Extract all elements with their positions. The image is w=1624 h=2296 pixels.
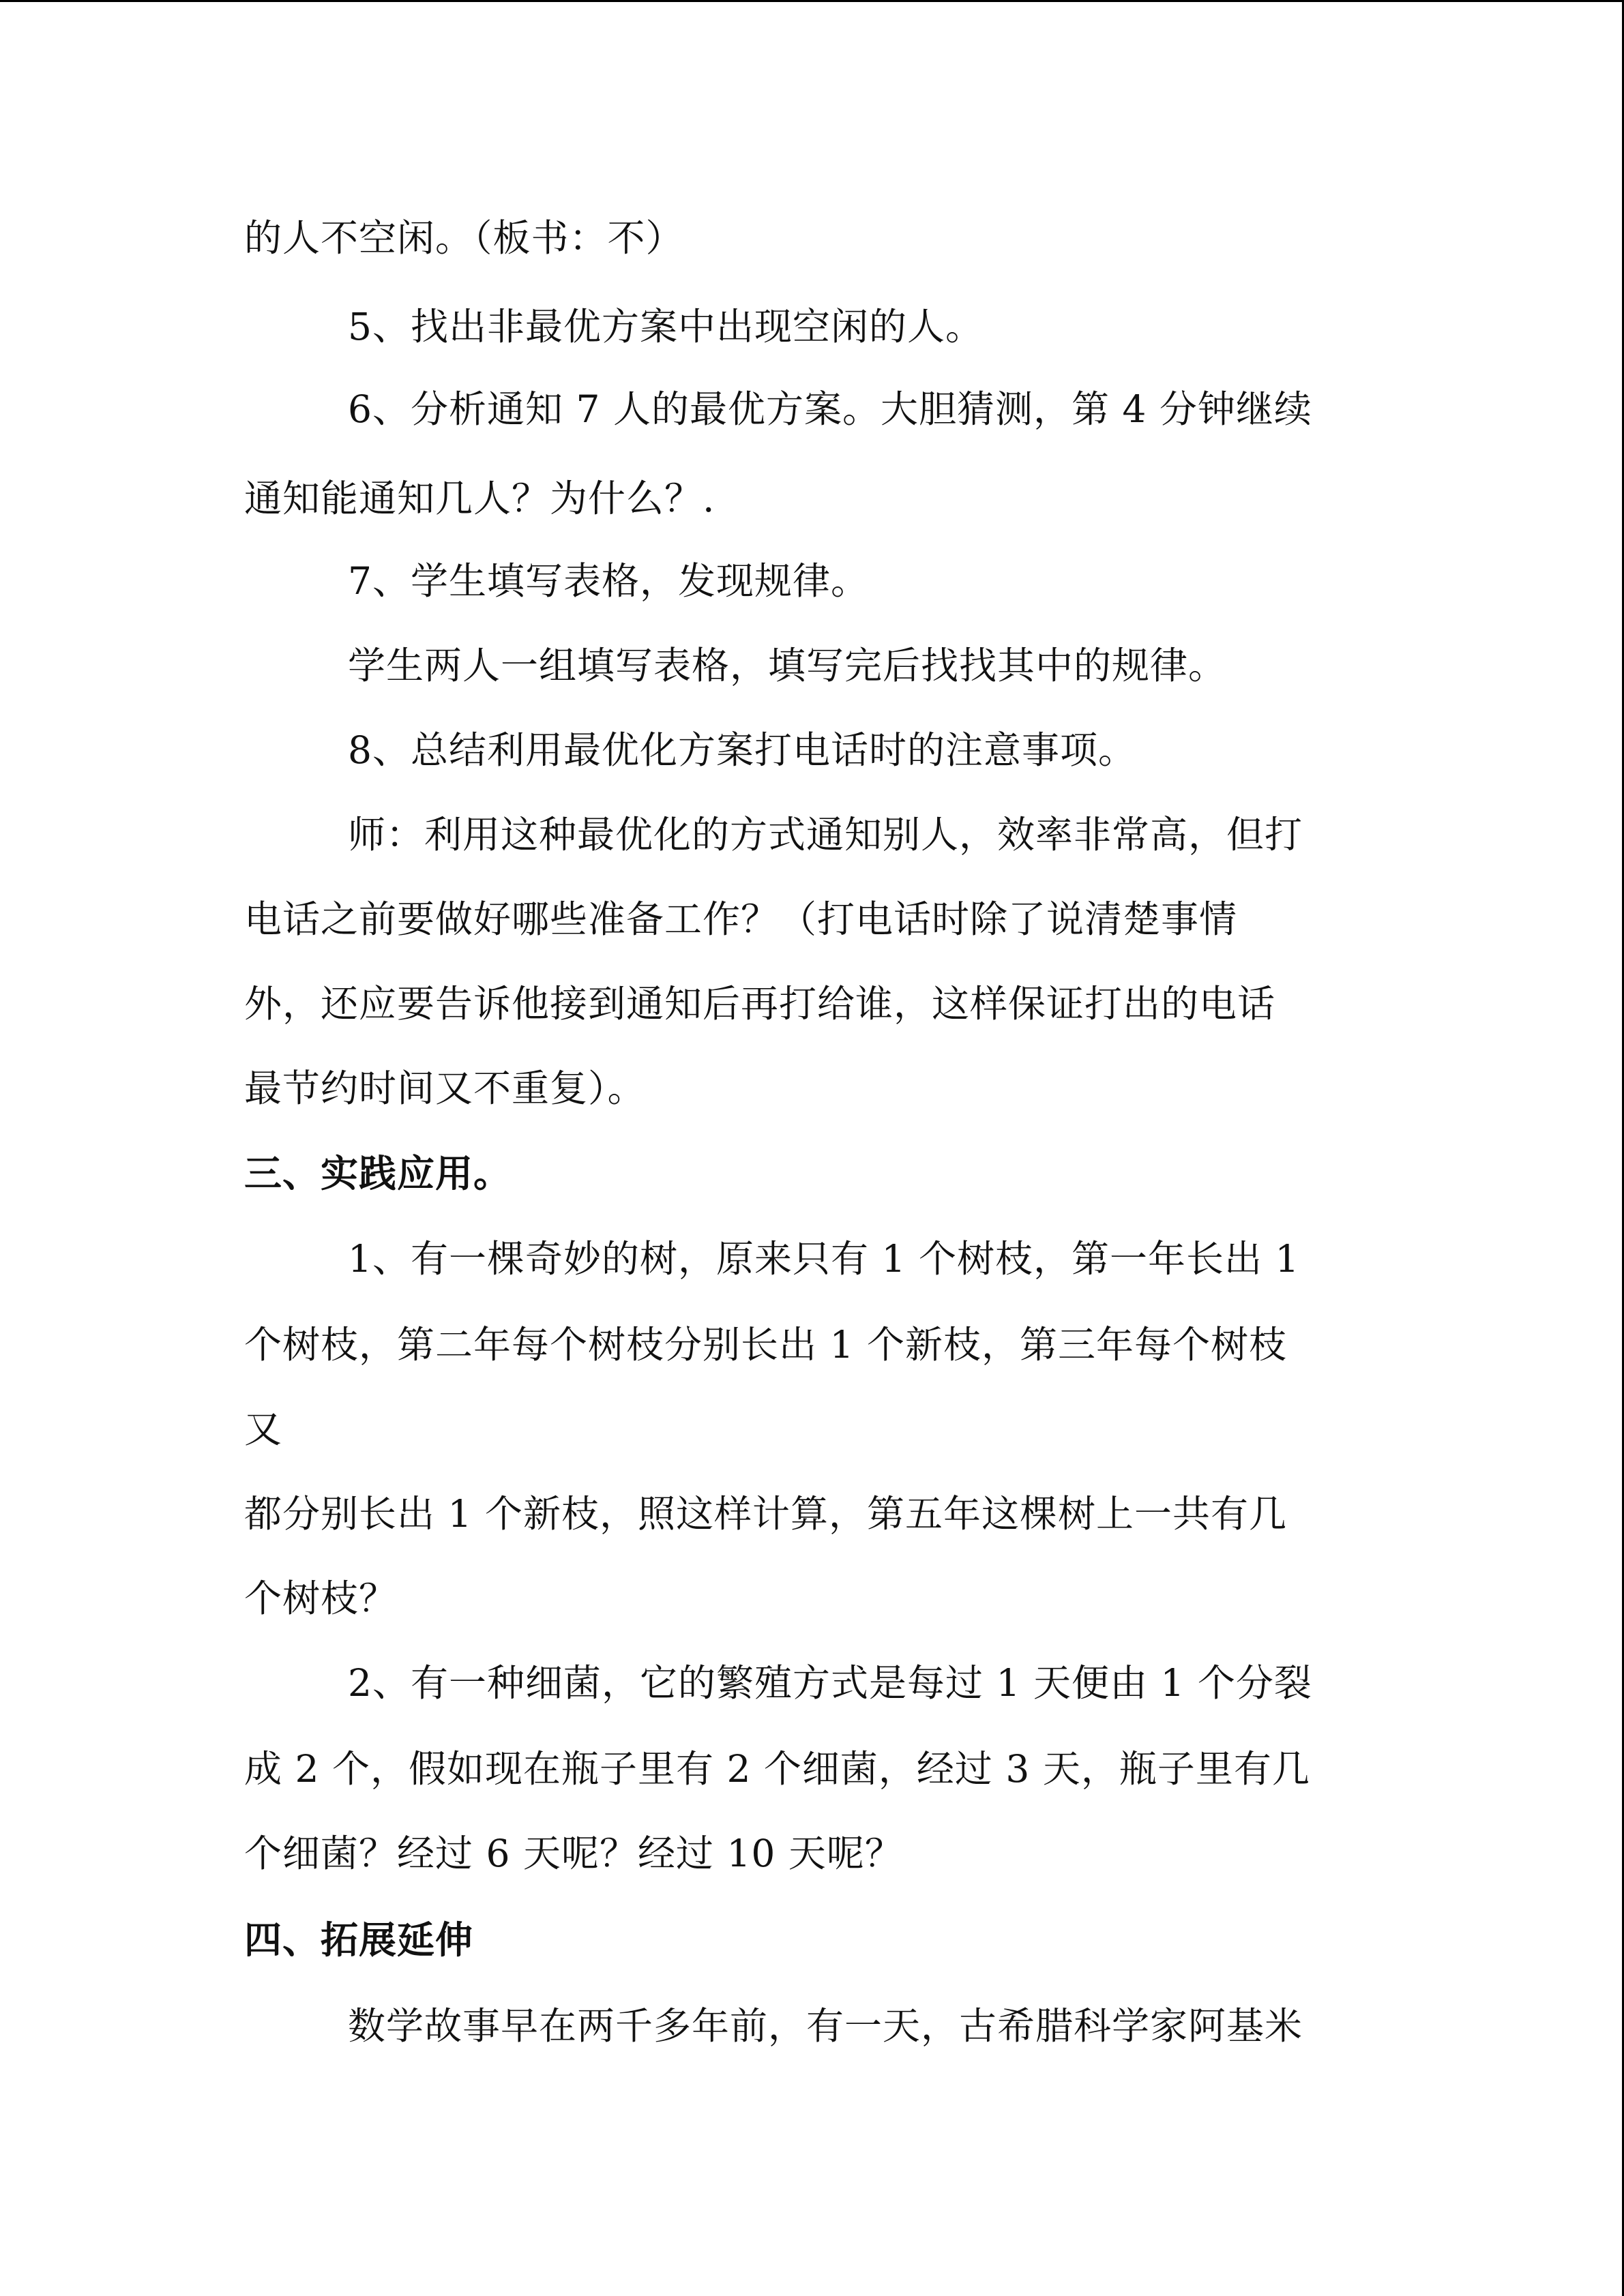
text-line-5: 7、学生填写表格，发现规律。 [348,559,869,603]
text-line-13: 个树枝，第二年每个树枝分别长出 1 个新枝，第三年每个树枝 [244,1323,1287,1367]
text-line-10: 外，还应要告诉他接到通知后再打给谁，这样保证打出的电话 [244,982,1276,1026]
text-line-18: 成 2 个，假如现在瓶子里有 2 个细菌，经过 3 天，瓶子里有几 [244,1747,1310,1791]
page-top-border [0,0,1624,2]
text-line-7: 8、总结利用最优化方案打电话时的注意事项。 [348,728,1136,772]
text-line-6: 学生两人一组填写表格，填写完后找找其中的规律。 [348,644,1227,687]
section-heading-practice: 三、实践应用。 [244,1151,512,1195]
text-line-4: 通知能通知几人？为什么？. [244,477,715,520]
text-line-19: 个细菌？经过 6 天呢？经过 10 天呢？ [244,1832,903,1875]
text-line-1: 的人不空闲。（板书：不） [244,216,684,260]
text-line-9: 电话之前要做好哪些准备工作？（打电话时除了说清楚事情 [244,897,1238,941]
text-line-14: 又 [244,1407,283,1451]
text-line-20: 数学故事早在两千多年前，有一天，古希腊科学家阿基米 [348,2004,1303,2048]
text-line-3: 6、分析通知 7 人的最优方案。大胆猜测，第 4 分钟继续 [348,387,1312,431]
text-line-8: 师：利用这种最优化的方式通知别人，效率非常高，但打 [348,813,1303,856]
text-line-2: 5、找出非最优方案中出现空闲的人。 [348,305,984,348]
text-line-16: 个树枝？ [244,1577,398,1620]
text-line-12: 1、有一棵奇妙的树，原来只有 1 个树枝，第一年长出 1 [348,1237,1300,1281]
section-heading-extension: 四、拓展延伸 [244,1918,474,1962]
text-line-15: 都分别长出 1 个新枝，照这样计算，第五年这棵树上一共有几 [244,1492,1287,1536]
text-line-17: 2、有一种细菌，它的繁殖方式是每过 1 天便由 1 个分裂 [348,1661,1312,1705]
text-line-11: 最节约时间又不重复）。 [244,1067,646,1110]
